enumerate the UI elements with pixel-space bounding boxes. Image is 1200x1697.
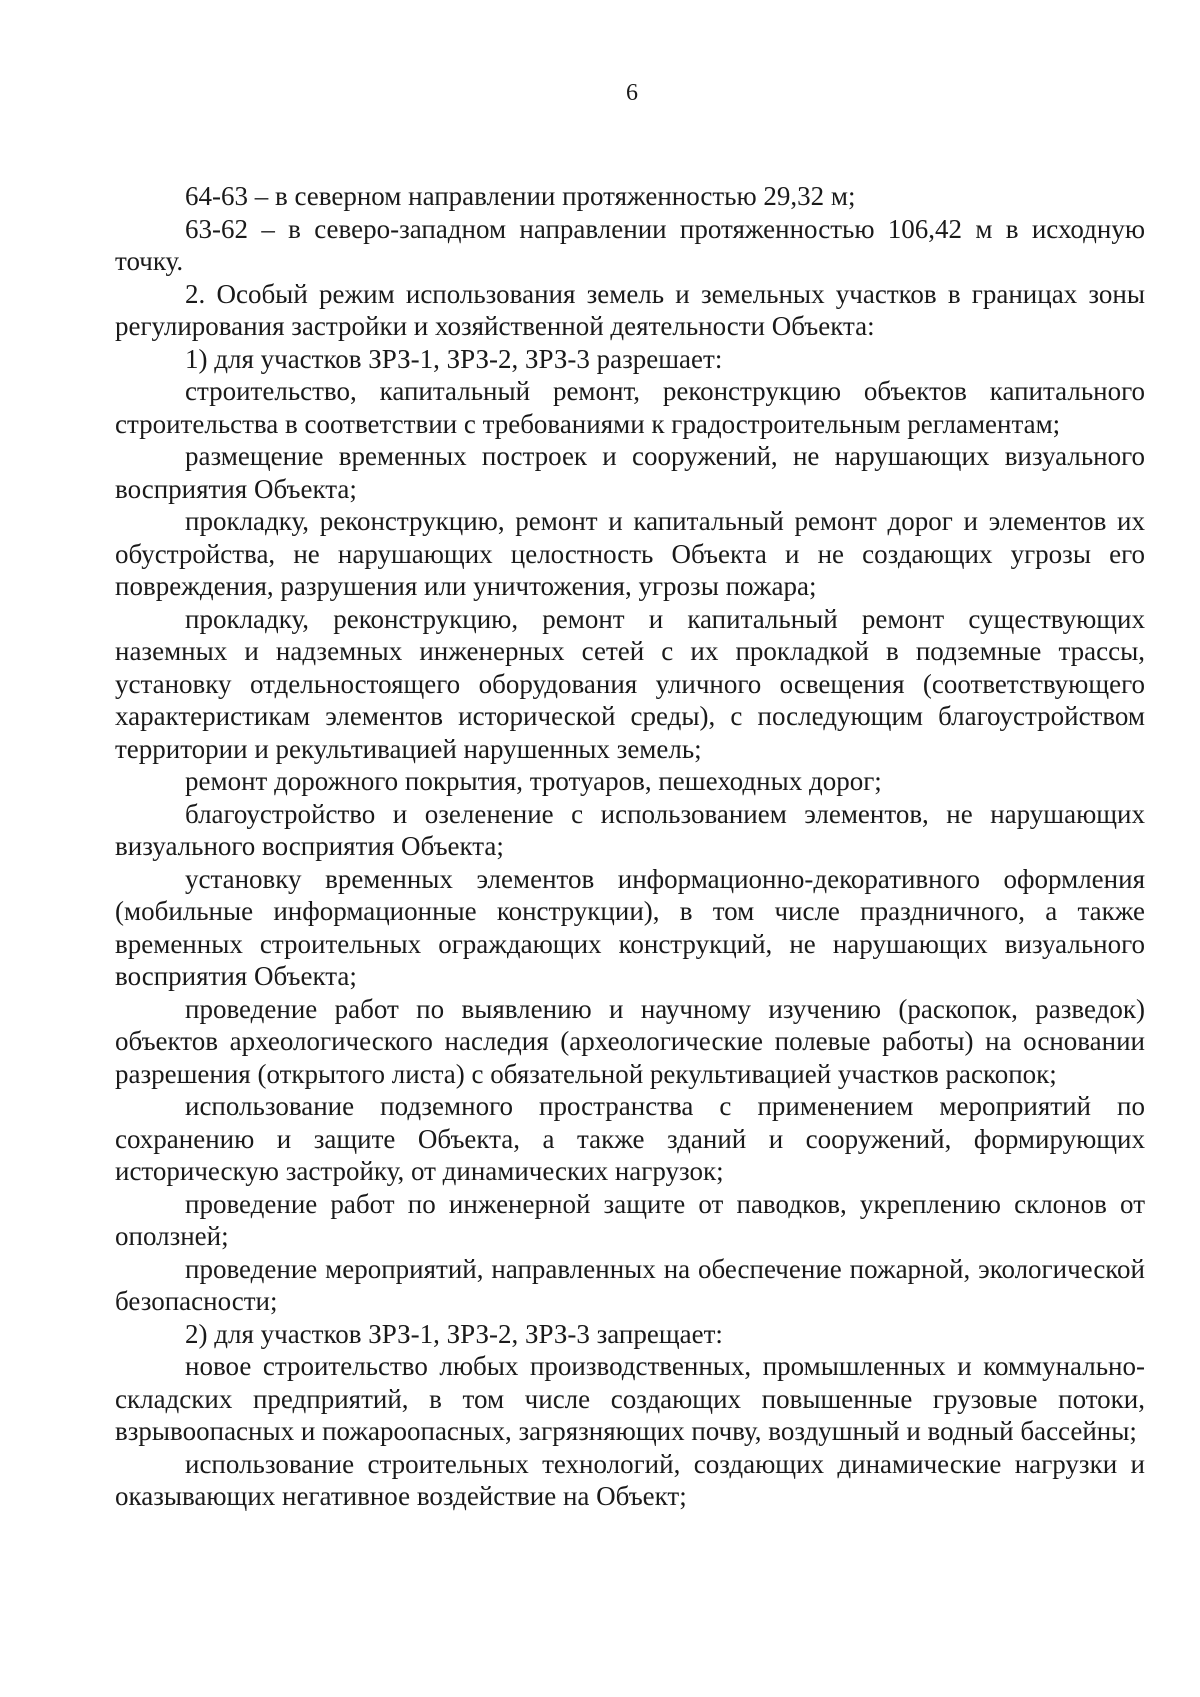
paragraph: прокладку, реконструкцию, ремонт и капитальный ремонт существующих наземных и надземных инженерных сетей с их прокладкой в подземные трассы, установку отдельностоящего оборудования уличного освещения (соответствующего характеристикам элементов исторической среды), с последующим благоустройством территории и рекультивацией нарушенных земель; (115, 603, 1145, 764)
paragraph: использование строительных технологий, создающих динамические нагрузки и оказывающих негативное воздействие на Объект; (115, 1448, 1145, 1511)
page-number: 6 (626, 80, 638, 106)
paragraph: 2. Особый режим использования земель и земельных участков в границах зоны регулирования застройки и хозяйственной деятельности Объекта: (115, 278, 1145, 341)
paragraph: проведение работ по инженерной защите от паводков, укреплению склонов от оползней; (115, 1188, 1145, 1251)
paragraph: проведение мероприятий, направленных на обеспечение пожарной, экологической безопасности; (115, 1253, 1145, 1316)
document-body (115, 180, 1145, 1513)
paragraph: 64-63 – в северном направлении протяженностью 29,32 м; (185, 181, 856, 211)
paragraph: 63-62 – в северо-западном направлении протяженностью 106,42 м в исходную точку. (115, 213, 1145, 276)
paragraph: новое строительство любых производственных, промышленных и коммунально-складских предприятий, в том числе создающих повышенные грузовые потоки, взрывоопасных и пожароопасных, загрязняющих почву, воздушный и водный бассейны; (115, 1351, 1145, 1446)
paragraph: размещение временных построек и сооружений, не нарушающих визуального восприятия Объекта; (115, 441, 1145, 504)
paragraph: проведение работ по выявлению и научному изучению (раскопок, разведок) объектов археологического наследия (археологические полевые работы) на основании разрешения (открытого листа) с обязательной рекультивацией участков раскопок; (115, 993, 1145, 1089)
paragraph: благоустройство и озеленение с использованием элементов, не нарушающих визуального восприятия Объекта; (115, 798, 1145, 861)
paragraph: строительство, капитальный ремонт, реконструкцию объектов капитального строительства в соответствии с требованиями к градостроительным регламентам; (115, 376, 1145, 439)
paragraph: использование подземного пространства с применением мероприятий по сохранению и защите Объекта, а также зданий и сооружений, формирующих историческую застройку, от динамических нагрузок; (115, 1091, 1145, 1186)
paragraph: 2) для участков ЗРЗ-1, ЗРЗ-2, ЗРЗ-3 запрещает: (185, 1318, 723, 1349)
paragraph: ремонт дорожного покрытия, тротуаров, пешеходных дорог; (185, 766, 882, 796)
paragraph: прокладку, реконструкцию, ремонт и капитальный ремонт дорог и элементов их обустройства, не нарушающих целостность Объекта и не создающих угрозы его повреждения, разрушения или уничтожения, угрозы пожара; (115, 506, 1145, 601)
paragraph: установку временных элементов информационно-декоративного оформления (мобильные информационные конструкции), в том числе праздничного, а также временных строительных ограждающих конструкций, не нарушающих визуального восприятия Объекта; (115, 863, 1145, 991)
paragraph: 1) для участков ЗРЗ-1, ЗРЗ-2, ЗРЗ-3 разрешает: (185, 343, 723, 374)
